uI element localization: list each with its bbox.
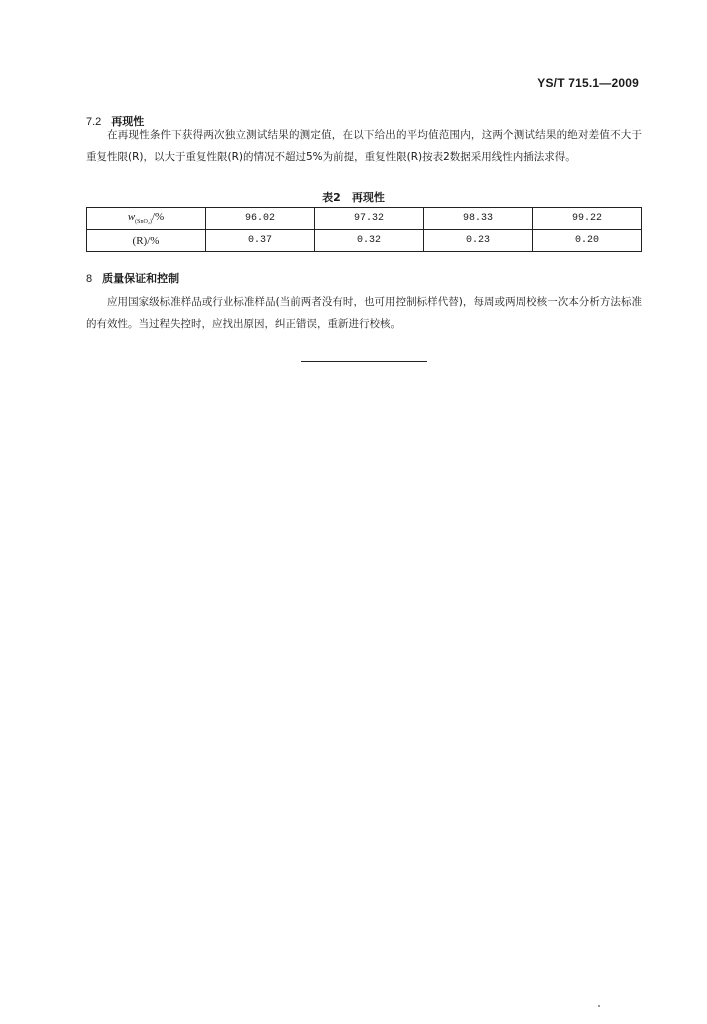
mass-fraction-symbol: w	[127, 211, 136, 224]
table-cell: 97.32	[315, 208, 424, 230]
mass-fraction-unit: /%	[151, 211, 165, 224]
table-cell: 0.32	[315, 230, 424, 252]
section-7-2-paragraph: 在再现性条件下获得两次独立测试结果的测定值，在以下给出的平均值范围内，这两个测试结果的绝对差值不大于重复性限(R)，以大于重复性限(R)的情况不超过5%为前提，重复性限(R)按表2数据采用线性内插法求得。	[86, 129, 642, 163]
reproducibility-table	[86, 207, 642, 252]
section-7-2-title: 再现性	[111, 115, 145, 128]
table-cell: 99.22	[533, 208, 642, 230]
section-8-title: 质量保证和控制	[102, 272, 180, 285]
mass-fraction-subscript: (SnO₂)	[135, 219, 152, 226]
standard-number: YS/T 715.1—2009	[537, 76, 639, 90]
table-2-caption: 表2 再现性	[322, 191, 385, 204]
section-8-paragraph: 应用国家级标准样品或行业标准样品(当前两者没有时，也可用控制标样代替)，每周或两周校核一次本分析方法标准的有效性。当过程失控时，应找出原因，纠正错误，重新进行校核。	[86, 296, 642, 330]
table-row-reproducibility-limit	[87, 230, 642, 252]
section-7-2-number: 7.2	[86, 116, 102, 128]
table-cell: 0.23	[424, 230, 533, 252]
row-header-mass-fraction	[87, 208, 206, 230]
section-8-heading	[86, 270, 179, 286]
table-cell: 98.33	[424, 208, 533, 230]
scan-speck	[598, 1005, 600, 1007]
table-cell: 96.02	[206, 208, 315, 230]
row-header-reproducibility-limit: (R)/%	[87, 230, 206, 252]
section-8-number: 8	[86, 273, 93, 285]
table-row-mass-fraction	[87, 208, 642, 230]
table-cell: 0.20	[533, 230, 642, 252]
table-cell: 0.37	[206, 230, 315, 252]
end-of-document-rule	[301, 361, 427, 362]
